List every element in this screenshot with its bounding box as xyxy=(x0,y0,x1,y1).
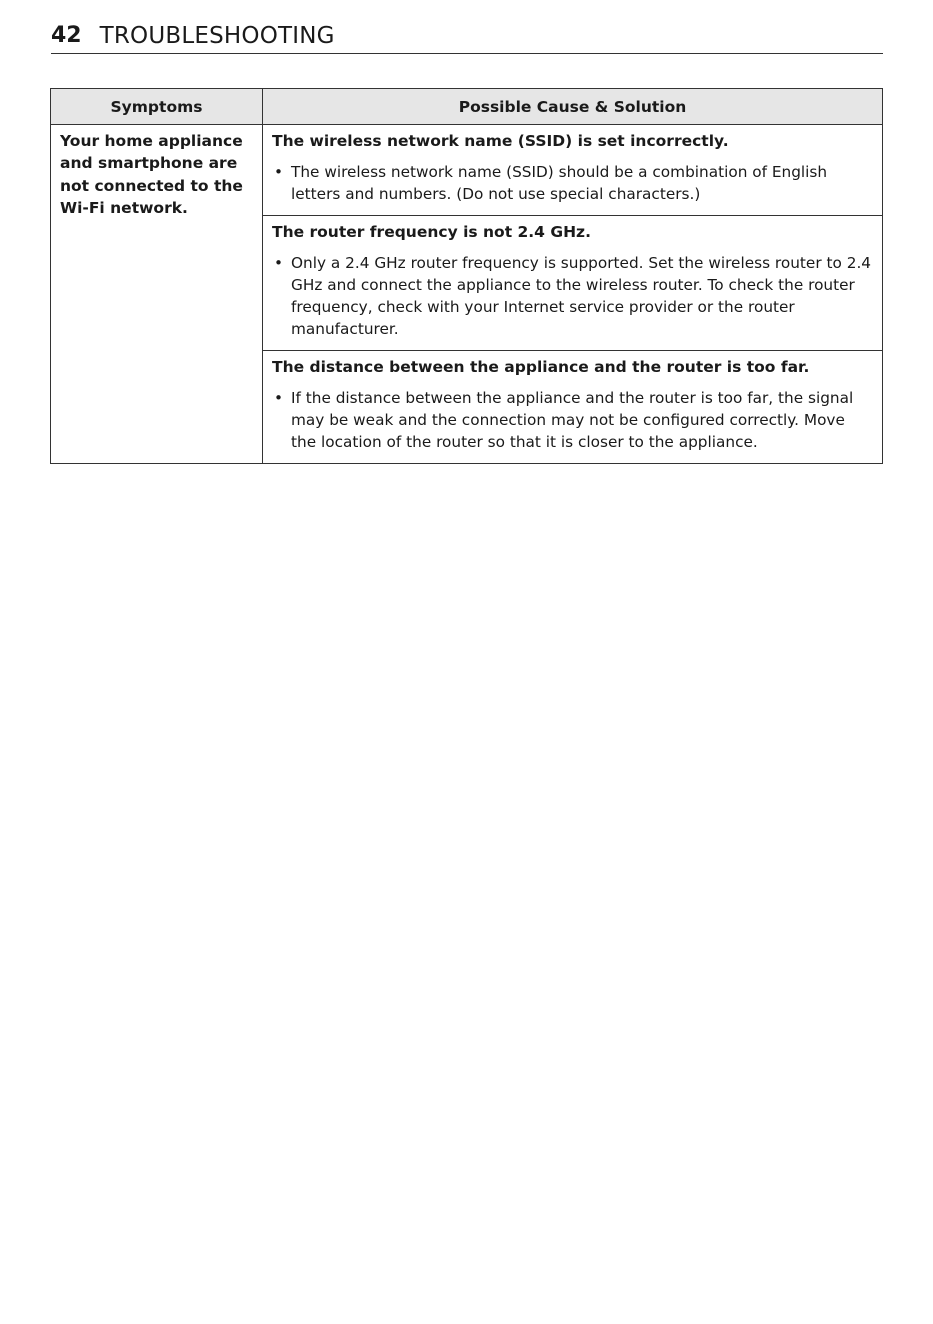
table-header-row xyxy=(51,89,883,125)
section-title: TROUBLESHOOTING xyxy=(99,22,335,49)
page-number: 42 xyxy=(51,23,82,48)
cause-solution-column-header: Possible Cause & Solution xyxy=(263,89,883,125)
page-header xyxy=(51,18,883,54)
table-row xyxy=(51,125,883,216)
solution-item xyxy=(272,252,872,341)
cause-title: The wireless network name (SSID) is set incorrectly. xyxy=(272,132,729,150)
solution-text: If the distance between the appliance and the router is too far, the signal may be weak and the connection may not be configured correctly. Move the location of the router so that it is closer to the appliance. xyxy=(291,388,854,452)
solution-text: Only a 2.4 GHz router frequency is supported. Set the wireless router to 2.4 GHz and connect the appliance to the wireless router. To check the router frequency, check with your Internet service provider or the router manufacturer. xyxy=(291,253,872,339)
cause-cell xyxy=(263,350,883,463)
troubleshooting-table xyxy=(50,88,883,464)
bullet-icon: • xyxy=(274,253,284,272)
solution-item xyxy=(272,161,872,206)
cause-title: The router frequency is not 2.4 GHz. xyxy=(272,222,591,241)
solution-item xyxy=(272,387,872,454)
symptom-cell: Your home appliance and smartphone are not connected to the Wi-Fi network. xyxy=(51,125,263,464)
cause-cell xyxy=(263,215,883,350)
solution-text: The wireless network name (SSID) should be a combination of English letters and numbers. (Do not use special characters.) xyxy=(291,163,828,204)
bullet-icon: • xyxy=(274,163,284,181)
cause-title: The distance between the appliance and the router is too far. xyxy=(272,357,810,376)
cause-cell xyxy=(263,125,883,216)
bullet-icon: • xyxy=(274,388,284,407)
symptoms-column-header: Symptoms xyxy=(51,89,263,125)
